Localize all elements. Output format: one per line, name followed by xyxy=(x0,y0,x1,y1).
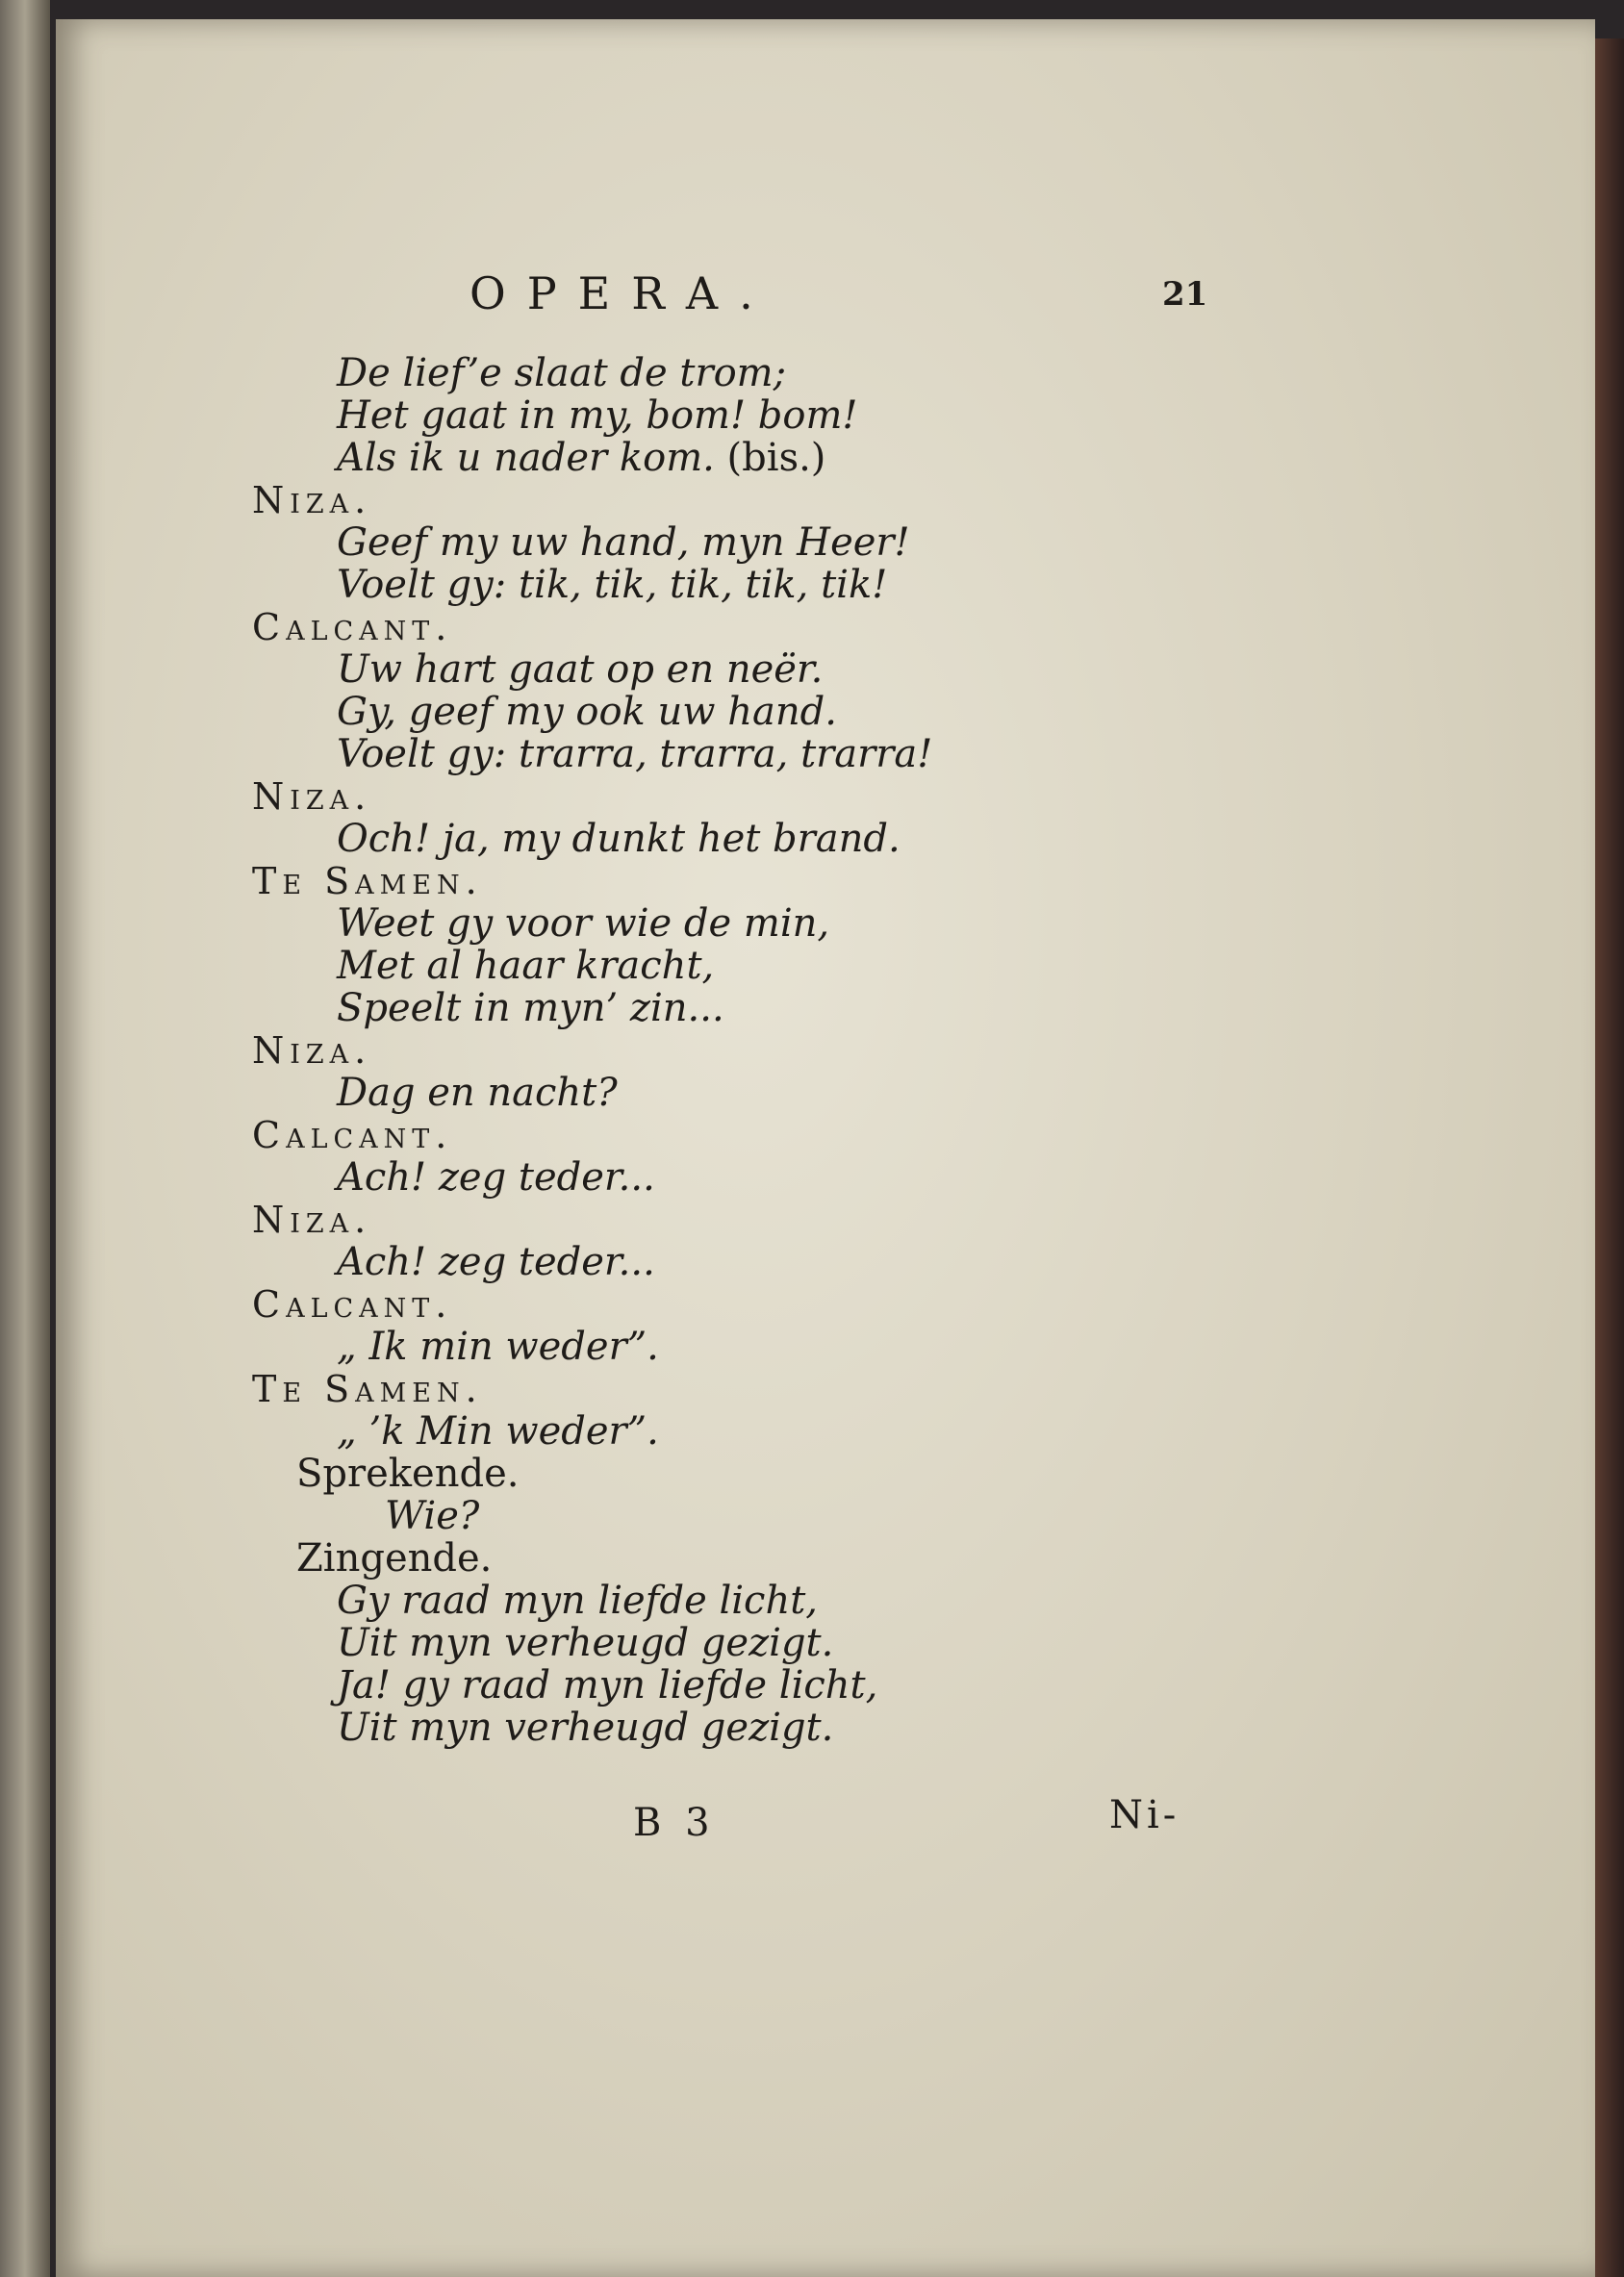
speaker-name xyxy=(192,479,1347,521)
page-footer xyxy=(56,1793,1595,1859)
speaker-name xyxy=(192,1114,1347,1156)
repeat-marker: (bis.) xyxy=(714,436,826,480)
line-text: Calcant. xyxy=(252,606,453,648)
line-text: Zingende. xyxy=(296,1536,493,1581)
stage-direction xyxy=(192,1537,1347,1580)
verse-line xyxy=(192,564,1347,606)
verse-line xyxy=(192,437,1347,479)
verse-line xyxy=(192,648,1347,691)
speaker-name xyxy=(192,1368,1347,1410)
line-text: Het gaat in my, bom! bom! xyxy=(337,393,858,438)
verse-line xyxy=(192,987,1347,1029)
verse-line xyxy=(192,521,1347,564)
verse-line xyxy=(192,1156,1347,1199)
line-text: Gy, geef my ook uw hand. xyxy=(337,690,837,734)
verse-line xyxy=(192,1707,1347,1749)
line-text: Niza. xyxy=(252,1199,372,1241)
line-text: Calcant. xyxy=(252,1114,453,1156)
speaker-name xyxy=(192,860,1347,902)
catchword: Ni- xyxy=(1109,1793,1180,1837)
verse-line xyxy=(192,1326,1347,1368)
verse-line xyxy=(192,818,1347,860)
line-text: Gy raad myn liefde licht, xyxy=(337,1579,818,1623)
line-text: Ach! zeg teder... xyxy=(337,1155,655,1200)
line-text: Voelt gy: trarra, trarra, trarra! xyxy=(337,732,933,776)
verse-line xyxy=(192,1664,1347,1707)
verse-line xyxy=(192,1622,1347,1664)
running-head xyxy=(56,267,1595,325)
line-text: „ Ik min weder”. xyxy=(337,1325,659,1369)
book-page xyxy=(56,19,1595,2277)
line-text: De lief’e slaat de trom; xyxy=(337,351,787,395)
running-title: OPERA. xyxy=(469,267,774,319)
line-text: Niza. xyxy=(252,479,372,521)
line-text: Calcant. xyxy=(252,1283,453,1326)
verse-line xyxy=(192,945,1347,987)
verse-line xyxy=(192,1241,1347,1283)
line-text: Voelt gy: tik, tik, tik, tik, tik! xyxy=(337,563,888,607)
line-text: Och! ja, my dunkt het brand. xyxy=(337,817,901,861)
verse-line xyxy=(192,691,1347,733)
line-text: Niza. xyxy=(252,1029,372,1072)
line-text: Als ik u nader kom. xyxy=(337,436,715,480)
book-left-page-edge xyxy=(0,0,50,2277)
verse-line xyxy=(192,902,1347,945)
line-text: Ach! zeg teder... xyxy=(337,1240,655,1284)
line-text: Sprekende. xyxy=(296,1452,520,1496)
signature-mark: B 3 xyxy=(633,1801,716,1845)
speaker-name xyxy=(192,775,1347,818)
line-text: „ ’k Min weder”. xyxy=(337,1409,659,1454)
verse-line xyxy=(192,1580,1347,1622)
line-text: Dag en nacht? xyxy=(337,1071,618,1115)
page-number: 21 xyxy=(1162,275,1208,314)
line-text: Uit myn verheugd gezigt. xyxy=(337,1621,834,1665)
line-text: Wie? xyxy=(385,1494,480,1538)
verse-line xyxy=(192,1072,1347,1114)
speaker-name xyxy=(192,1283,1347,1326)
verse-line xyxy=(192,733,1347,775)
line-text: Met al haar kracht, xyxy=(337,944,715,988)
line-text: Geef my uw hand, myn Heer! xyxy=(337,520,910,565)
line-text: Weet gy voor wie de min, xyxy=(337,901,830,946)
line-text: Te Samen. xyxy=(252,860,483,902)
line-text: Speelt in myn’ zin... xyxy=(337,986,724,1030)
line-text: Ja! gy raad myn liefde licht, xyxy=(337,1663,878,1708)
verse-line xyxy=(192,352,1347,394)
line-text: Niza. xyxy=(252,775,372,818)
speaker-name xyxy=(192,1199,1347,1241)
text-block xyxy=(192,352,1347,1749)
verse-line xyxy=(192,1410,1347,1453)
line-text: Te Samen. xyxy=(252,1368,483,1410)
verse-line xyxy=(192,1495,1347,1537)
speaker-name xyxy=(192,1029,1347,1072)
line-text: Uw hart gaat op en neër. xyxy=(337,647,824,692)
line-text: Uit myn verheugd gezigt. xyxy=(337,1706,834,1750)
stage-direction xyxy=(192,1453,1347,1495)
speaker-name xyxy=(192,606,1347,648)
verse-line xyxy=(192,394,1347,437)
